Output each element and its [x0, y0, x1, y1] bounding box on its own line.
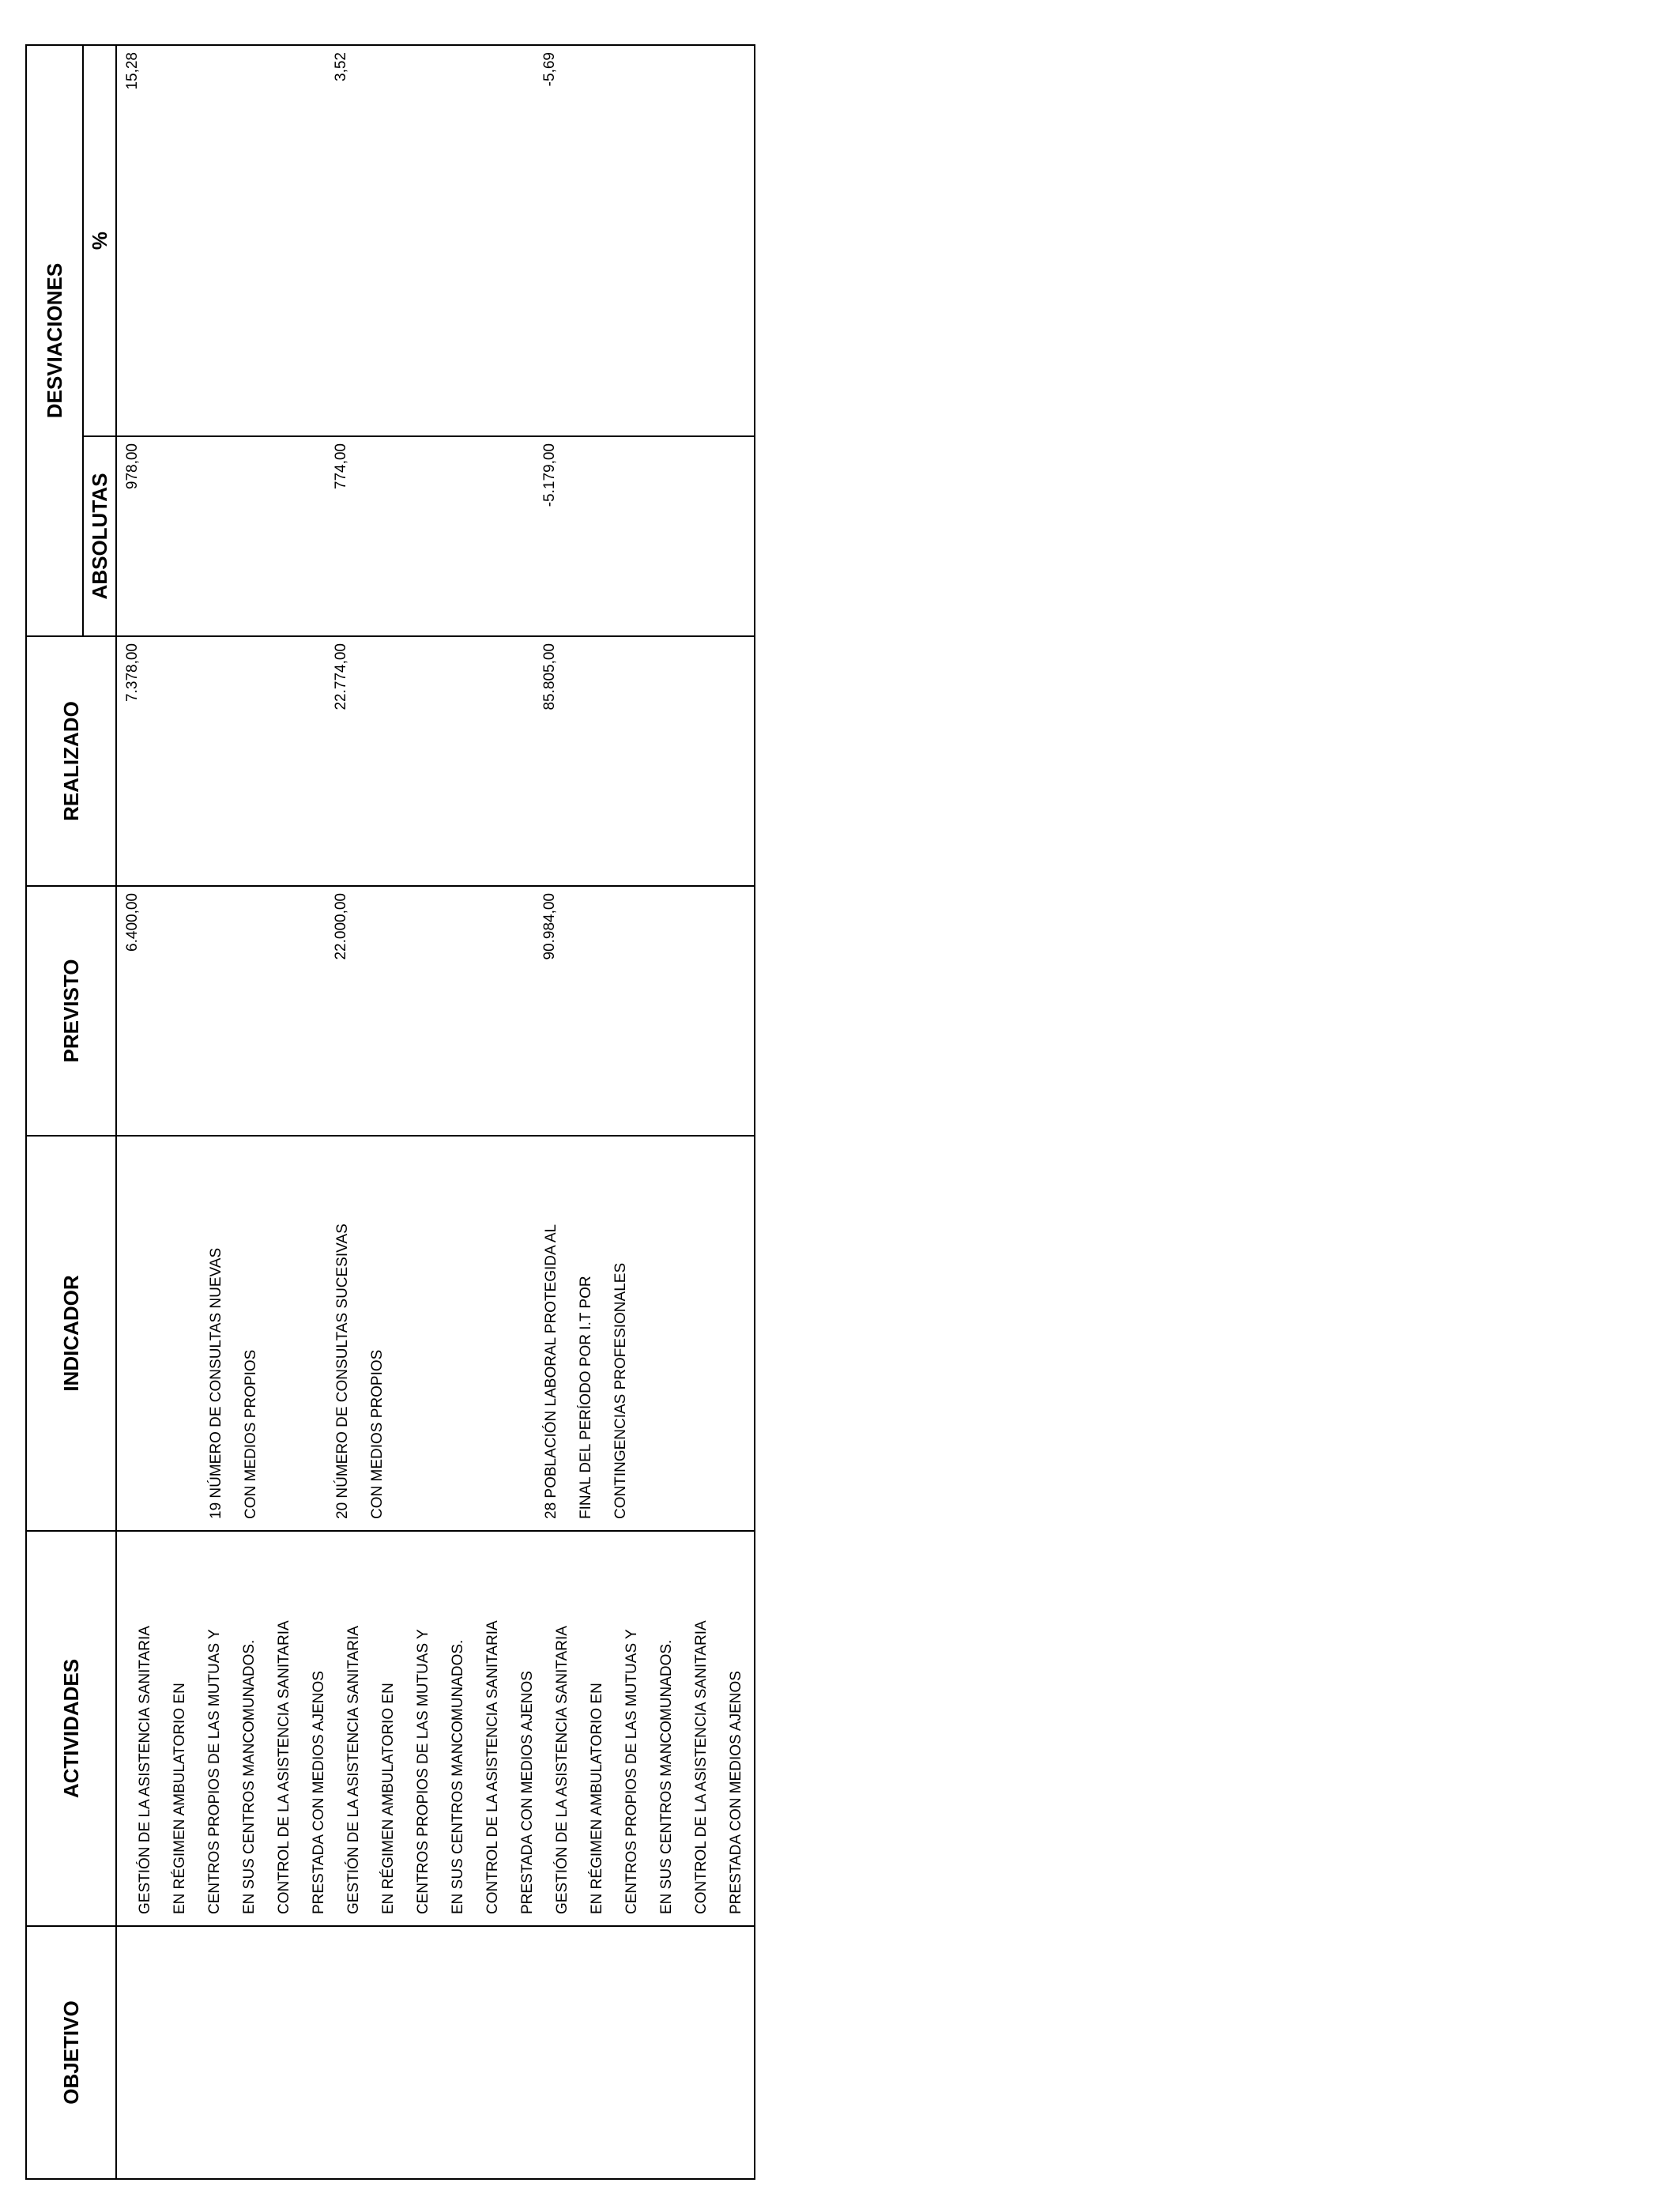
porcentaje-block-3 — [534, 46, 743, 435]
actividad-line: GESTIÓN DE LA ASISTENCIA SANITARIA — [554, 1626, 571, 1914]
realizado-value: 85.805,00 — [541, 643, 558, 711]
actividades-cell — [116, 1531, 755, 1926]
actividad-line: EN SUS CENTROS MANCOMUNADOS. — [450, 1639, 466, 1914]
realizado-block-3 — [534, 637, 743, 885]
absolutas-value: -5.179,00 — [541, 443, 558, 507]
header-porcentaje: % — [83, 45, 116, 436]
actividad-line: EN SUS CENTROS MANCOMUNADOS. — [658, 1639, 675, 1914]
indicador-line: 20 NÚMERO DE CONSULTAS SUCESIVAS — [334, 1223, 351, 1519]
absolutas-block-3 — [534, 437, 743, 635]
actividad-line: CONTROL DE LA ASISTENCIA SANITARIA — [276, 1620, 292, 1914]
porcentaje-value: 15,28 — [124, 52, 141, 90]
actividad-line: CONTROL DE LA ASISTENCIA SANITARIA — [693, 1620, 710, 1914]
previsto-value: 90.984,00 — [541, 893, 558, 960]
header-realizado: REALIZADO — [26, 636, 116, 886]
actividad-line: PRESTADA CON MEDIOS AJENOS — [311, 1671, 327, 1914]
header-indicador: INDICADOR — [26, 1136, 116, 1531]
actividad-line: EN RÉGIMEN AMBULATORIO EN — [171, 1683, 188, 1914]
absolutas-block-2 — [326, 437, 534, 635]
objetivo-cell — [116, 1926, 755, 2179]
previsto-value: 22.000,00 — [333, 893, 349, 960]
rotated-page — [25, 46, 752, 2180]
actividad-line: EN RÉGIMEN AMBULATORIO EN — [380, 1683, 397, 1914]
previsto-block-1 — [117, 887, 326, 1135]
previsto-cell — [116, 886, 755, 1136]
actividad-line: EN SUS CENTROS MANCOMUNADOS. — [241, 1639, 258, 1914]
indicador-line: CON MEDIOS PROPIOS — [243, 1349, 259, 1519]
absolutas-cell — [116, 436, 755, 636]
actividad-line: PRESTADA CON MEDIOS AJENOS — [728, 1671, 744, 1914]
porcentaje-cell — [116, 45, 755, 436]
absolutas-value: 978,00 — [124, 443, 141, 490]
header-objetivo: OBJETIVO — [26, 1926, 116, 2179]
actividad-line: CENTROS PROPIOS DE LAS MUTUAS Y — [623, 1629, 640, 1914]
actividad-line: EN RÉGIMEN AMBULATORIO EN — [589, 1683, 605, 1914]
header-absolutas: ABSOLUTAS — [83, 436, 116, 636]
previsto-value: 6.400,00 — [124, 893, 141, 952]
porcentaje-block-1 — [117, 46, 326, 435]
indicador-block-2 — [326, 1137, 534, 1530]
indicador-block-3 — [534, 1137, 743, 1530]
absolutas-value: 774,00 — [333, 443, 349, 490]
header-actividades: ACTIVIDADES — [26, 1531, 116, 1926]
absolutas-block-1 — [117, 437, 326, 635]
previsto-block-2 — [326, 887, 534, 1135]
actividad-line: GESTIÓN DE LA ASISTENCIA SANITARIA — [345, 1626, 362, 1914]
porcentaje-block-2 — [326, 46, 534, 435]
realizado-value: 22.774,00 — [333, 643, 349, 711]
previsto-block-3 — [534, 887, 743, 1135]
porcentaje-value: -5,69 — [541, 52, 558, 87]
realizado-cell — [116, 636, 755, 886]
porcentaje-value: 3,52 — [333, 52, 349, 81]
indicador-line: 28 POBLACIÓN LABORAL PROTEGIDA AL — [543, 1223, 559, 1519]
indicador-block-1 — [117, 1137, 326, 1530]
realizado-block-2 — [326, 637, 534, 885]
indicador-cell — [116, 1136, 755, 1531]
realizado-value: 7.378,00 — [124, 643, 141, 702]
actividad-line: CONTROL DE LA ASISTENCIA SANITARIA — [484, 1620, 501, 1914]
actividad-line: CENTROS PROPIOS DE LAS MUTUAS Y — [415, 1629, 431, 1914]
actividad-line: CENTROS PROPIOS DE LAS MUTUAS Y — [206, 1629, 223, 1914]
indicador-line: FINAL DEL PERÍODO POR I.T POR — [578, 1276, 594, 1519]
indicador-line: CONTINGENCIAS PROFESIONALES — [612, 1262, 629, 1519]
actividad-line: PRESTADA CON MEDIOS AJENOS — [519, 1671, 536, 1914]
header-desviaciones: DESVIACIONES — [26, 45, 83, 636]
realizado-block-1 — [117, 637, 326, 885]
header-previsto: PREVISTO — [26, 886, 116, 1136]
indicador-line: CON MEDIOS PROPIOS — [369, 1349, 386, 1519]
table-body-row — [116, 45, 755, 2179]
indicador-line: 19 NÚMERO DE CONSULTAS NUEVAS — [208, 1247, 224, 1519]
header-row — [26, 45, 83, 2179]
actividad-line: GESTIÓN DE LA ASISTENCIA SANITARIA — [137, 1626, 153, 1914]
indicators-table — [25, 44, 755, 2180]
